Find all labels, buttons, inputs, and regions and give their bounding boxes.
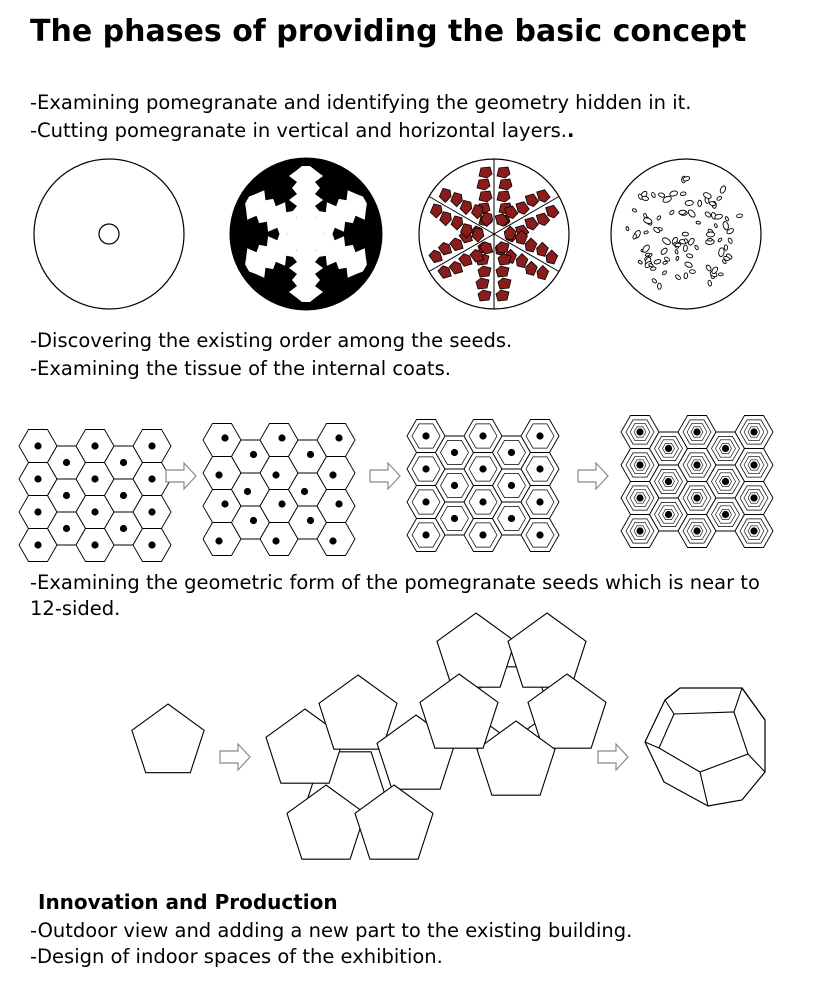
right-arrow-icon (370, 463, 400, 489)
bullet-discovering: -Discovering the existing order among the seeds. (30, 329, 513, 352)
bullet-tissue: -Examining the tissue of the internal coats. (30, 357, 451, 380)
hex-group-tissue (621, 416, 773, 548)
scatter-section-icon (611, 159, 761, 309)
circle-section-icon (34, 159, 184, 309)
bullet-geometric-form: -Examining the geometric form of the pomegranate seeds which is near to 12-sided. (30, 571, 760, 620)
right-arrow-icon (578, 463, 608, 489)
dodecahedron-solid (645, 688, 765, 806)
hexagon-seed-row (19, 416, 773, 562)
bullet-examining: -Examining pomegranate and identifying the geometry hidden in it. (30, 91, 692, 114)
right-arrow-icon (598, 744, 628, 770)
bullet-outdoor: -Outdoor view and adding a new part to the existing building. (30, 919, 633, 942)
star-section-icon (230, 158, 382, 310)
bullet-cutting-text: -Cutting pomegranate in vertical and horizontal layers. (30, 119, 567, 142)
seed-section-icon (419, 159, 569, 309)
pentagon (508, 613, 586, 687)
hex-group-coat (407, 420, 559, 552)
single-pentagon (132, 704, 204, 773)
innovation-heading: Innovation and Production (38, 890, 338, 914)
hex-group-irregular (203, 424, 355, 556)
right-arrow-icon (220, 744, 250, 770)
page-title: The phases of providing the basic concept (30, 14, 747, 49)
pentagon (437, 613, 515, 687)
bold-period: . (566, 119, 575, 142)
bullet-indoor: -Design of indoor spaces of the exhibition. (30, 945, 443, 968)
right-arrow-icon (166, 463, 196, 489)
dodecahedron-net-row (132, 613, 765, 859)
hex-group-regular (19, 430, 171, 562)
